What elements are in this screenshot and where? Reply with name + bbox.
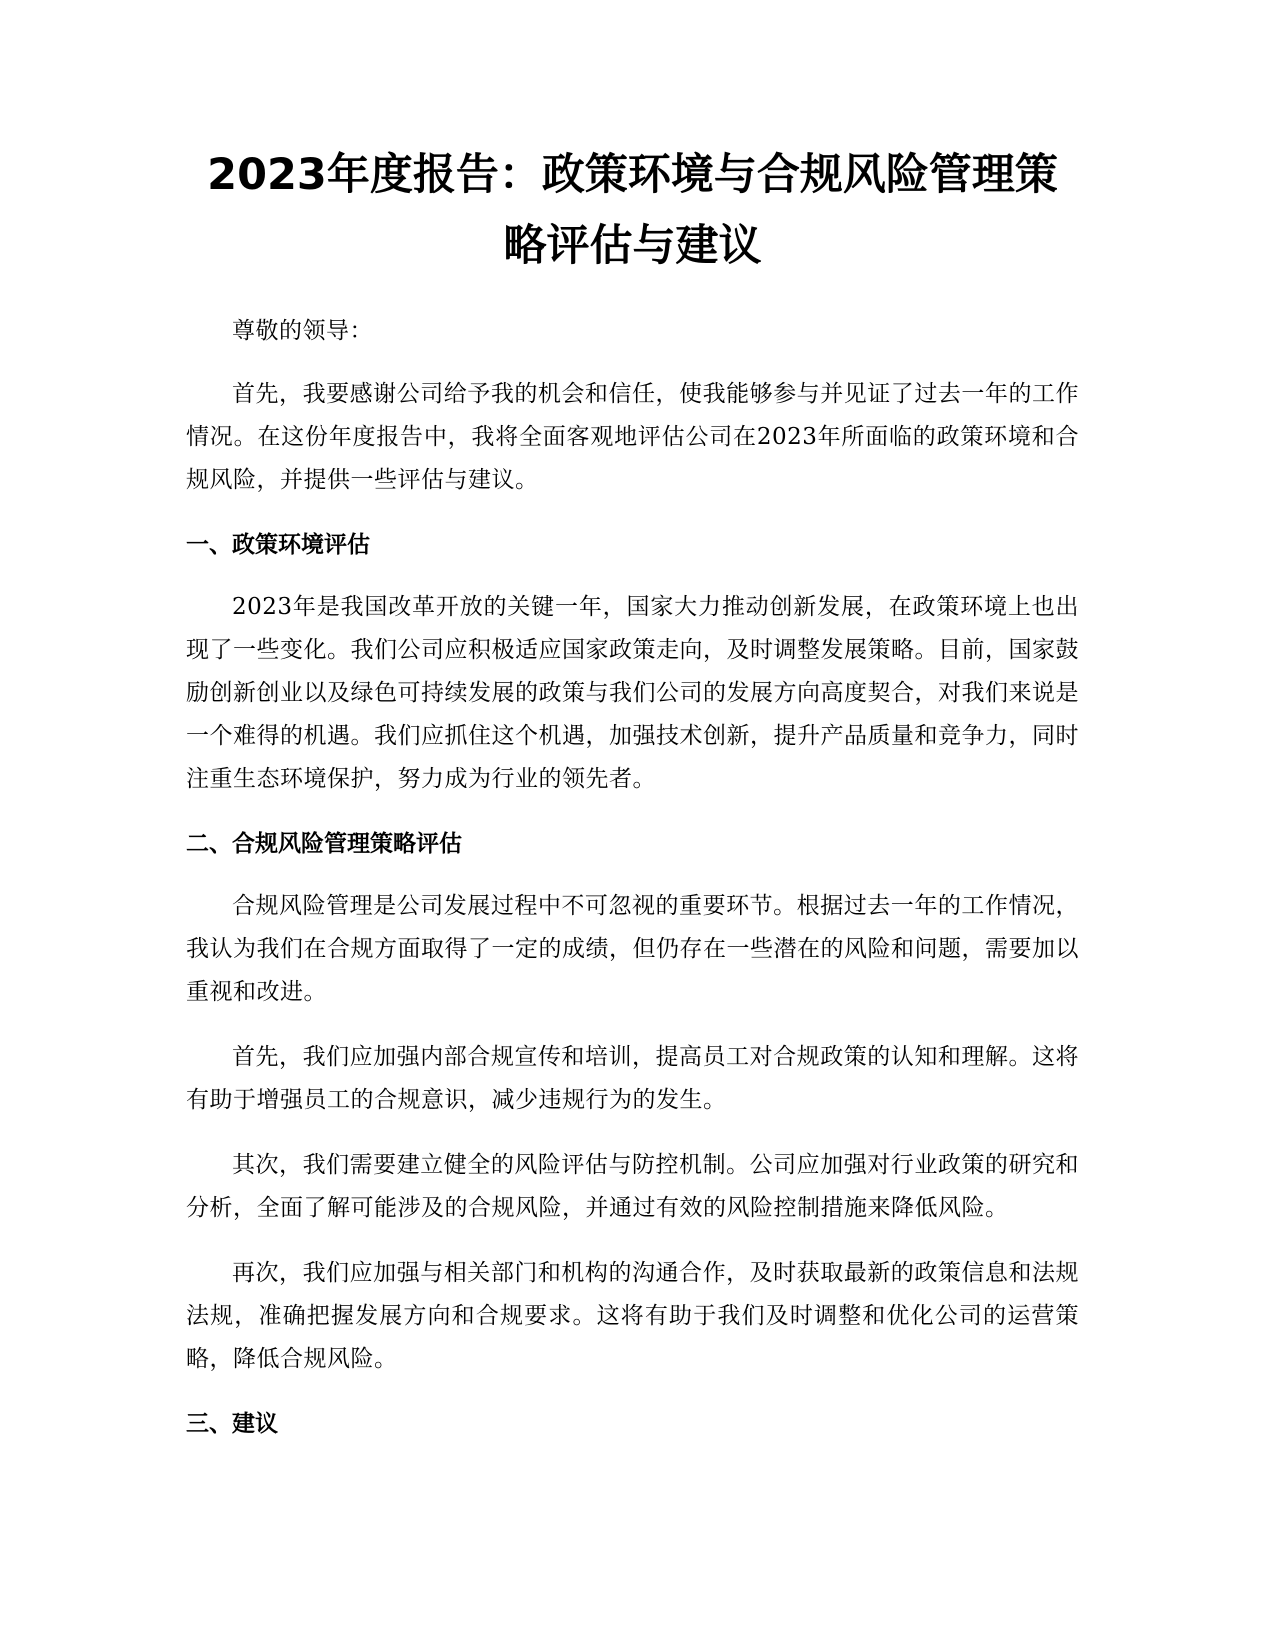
intro-paragraph: 首先，我要感谢公司给予我的机会和信任，使我能够参与并见证了过去一年的工作情况。在这份年度报告中，我将全面客观地评估公司在2023年所面临的政策环境和合规风险，并提供一些评估与建议。 (186, 381, 1079, 493)
compliance-paragraph: 合规风险管理是公司发展过程中不可忽视的重要环节。根据过去一年的工作情况，我认为我们在合规方面取得了一定的成绩，但仍存在一些潜在的风险和问题，需要加以重视和改进。 (186, 893, 1079, 1005)
policy-paragraph: 2023年是我国改革开放的关键一年，国家大力推动创新发展，在政策环境上也出现了一些变化。我们公司应积极适应国家政策走向，及时调整发展策略。目前，国家鼓励创新创业以及绿色可持续发展的政策与我们公司的发展方向高度契合，对我们来说是一个难得的机遇。我们应抓住这个机遇，加强技术创新，提升产品质量和竞争力，同时注重生态环境保护，努力成为行业的领先者。 (186, 594, 1079, 792)
section-heading-compliance: 二、合规风险管理策略评估 (186, 831, 462, 857)
document-page (186, 140, 1079, 1465)
greeting-line: 尊敬的领导： (232, 318, 373, 344)
compliance-paragraph: 其次，我们需要建立健全的风险评估与防控机制。公司应加强对行业政策的研究和分析，全面了解可能涉及的合规风险，并通过有效的风险控制措施来降低风险。 (186, 1152, 1079, 1221)
section-heading-suggestions: 三、建议 (186, 1411, 278, 1437)
compliance-paragraph: 再次，我们应加强与相关部门和机构的沟通合作，及时获取最新的政策信息和法规法规，准确把握发展方向和合规要求。这将有助于我们及时调整和优化公司的运营策略，降低合规风险。 (186, 1260, 1079, 1372)
page-title: 2023年度报告：政策环境与合规风险管理策略评估与建议 (207, 150, 1058, 271)
compliance-paragraph: 首先，我们应加强内部合规宣传和培训，提高员工对合规政策的认知和理解。这将有助于增强员工的合规意识，减少违规行为的发生。 (186, 1044, 1079, 1113)
section-heading-policy: 一、政策环境评估 (186, 532, 370, 558)
